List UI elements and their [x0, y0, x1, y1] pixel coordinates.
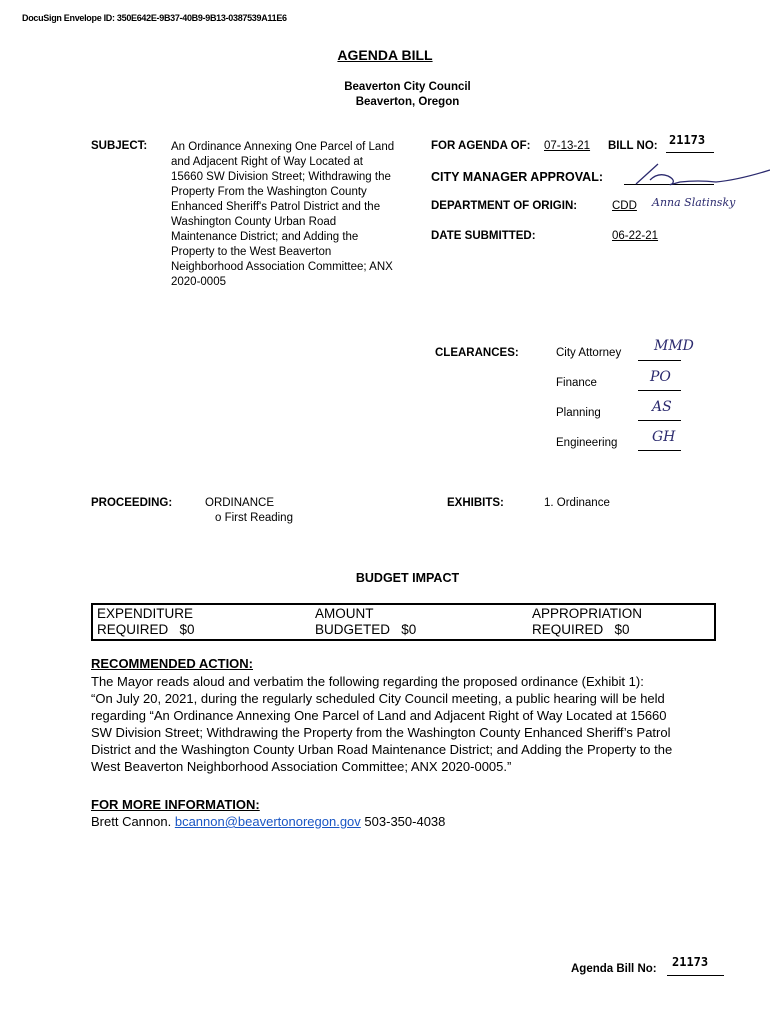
more-info-heading: FOR MORE INFORMATION: [91, 797, 260, 812]
bill-no-label: BILL NO: [608, 140, 658, 152]
budget-cell-line: BUDGETED $0 [315, 622, 417, 637]
subject-line: Property to the West Beaverton [171, 246, 332, 258]
subject-line: Washington County Urban Road [171, 216, 337, 228]
recommended-action-line: West Beaverton Neighborhood Association Committee; ANX 2020-0005.” [91, 759, 512, 774]
footer-bill-no-line [667, 975, 724, 976]
clearances-label: CLEARANCES: [435, 347, 519, 359]
recommended-action-line: The Mayor reads aloud and verbatim the following regarding the proposed ordinance (Exhibit 1): [91, 674, 644, 689]
subject-line: An Ordinance Annexing One Parcel of Land [171, 141, 395, 153]
budget-table [91, 603, 716, 641]
docusign-envelope-id: DocuSign Envelope ID: 350E642E-9B37-40B9-9B13-0387539A11E6 [22, 13, 287, 23]
subject-line: Enhanced Sheriff's Patrol District and the [171, 201, 381, 213]
exhibits-label: EXHIBITS: [447, 497, 504, 509]
footer-bill-no-label: Agenda Bill No: [571, 963, 657, 975]
exhibits-value: 1. Ordinance [544, 497, 610, 509]
recommended-action-line: regarding “An Ordinance Annexing One Parcel of Land and Adjacent Right of Way Located at 15660 [91, 708, 667, 723]
budget-cell-line: AMOUNT [315, 606, 374, 621]
council-name: Beaverton City Council [344, 81, 471, 93]
subject-line: Property From the Washington County [171, 186, 367, 198]
subject-text [171, 140, 421, 290]
budget-cell-line: APPROPRIATION [532, 606, 643, 621]
budget-impact-heading: BUDGET IMPACT [355, 571, 460, 585]
city-manager-signature [628, 158, 770, 190]
subject-label: SUBJECT: [91, 140, 148, 152]
page-title: AGENDA BILL [337, 47, 433, 63]
recommended-action-line: District and the Washington County Urban Road Maintenance District; and Adding the Property to the [91, 742, 673, 757]
recommended-action-text [91, 673, 731, 775]
recommended-action-line: SW Division Street; Withdrawing the Property from the Washington County Enhanced Sheriff’s Patrol [91, 725, 671, 740]
clearance-initials: PO [650, 369, 671, 385]
agenda-of-label: FOR AGENDA OF: [431, 140, 531, 152]
clearance-initials: MMD [654, 338, 694, 354]
clearance-name: Engineering [556, 437, 618, 449]
proceeding-sub: o First Reading [215, 512, 293, 524]
date-submitted-value: 06-22-21 [612, 230, 659, 242]
clearance-name: Planning [556, 407, 601, 419]
budget-cell-line: REQUIRED $0 [97, 622, 195, 637]
subject-line: 15660 SW Division Street; Withdrawing the [171, 171, 391, 183]
clearance-initials: AS [652, 399, 672, 415]
contact-email-link[interactable]: bcannon@beavertonoregon.gov [174, 814, 361, 829]
recommended-action-heading: RECOMMENDED ACTION: [91, 656, 254, 671]
contact-name: Brett Cannon. [91, 814, 172, 829]
agenda-of-value: 07-13-21 [544, 140, 591, 152]
more-info-contact [91, 814, 445, 829]
city-manager-approval-label: CITY MANAGER APPROVAL: [431, 170, 603, 184]
department-label: DEPARTMENT OF ORIGIN: [431, 200, 578, 212]
department-value: CDD [612, 200, 637, 212]
contact-phone: 503-350-4038 [364, 814, 446, 829]
subject-line: and Adjacent Right of Way Located at [171, 156, 364, 168]
subject-line: 2020-0005 [171, 276, 226, 288]
bill-no-value: 21173 [669, 133, 706, 147]
budget-cell-line: EXPENDITURE [97, 606, 194, 621]
budget-cell-expenditure [97, 606, 195, 638]
clearance-line [638, 450, 681, 451]
proceeding-value: ORDINANCE [205, 497, 275, 509]
footer-bill-no-value: 21173 [672, 955, 709, 969]
clearance-initials: GH [652, 429, 676, 445]
clearance-name: Finance [556, 377, 597, 389]
bill-no-line [666, 152, 714, 153]
council-location: Beaverton, Oregon [355, 96, 460, 108]
clearance-line [638, 420, 681, 421]
subject-line: Neighborhood Association Committee; ANX [171, 261, 393, 273]
recommended-action-line: “On July 20, 2021, during the regularly scheduled City Council meeting, a public hearing will be held [91, 691, 665, 706]
budget-cell-amount [315, 606, 416, 638]
clearance-line [638, 360, 681, 361]
budget-cell-appropriation [532, 606, 642, 638]
date-submitted-label: DATE SUBMITTED: [431, 230, 536, 242]
proceeding-label: PROCEEDING: [91, 497, 173, 509]
clearance-line [638, 390, 681, 391]
department-signature: Anna Slatinsky [652, 196, 736, 209]
clearance-name: City Attorney [556, 347, 622, 359]
budget-cell-line: REQUIRED $0 [532, 622, 630, 637]
subject-line: Maintenance District; and Adding the [171, 231, 359, 243]
